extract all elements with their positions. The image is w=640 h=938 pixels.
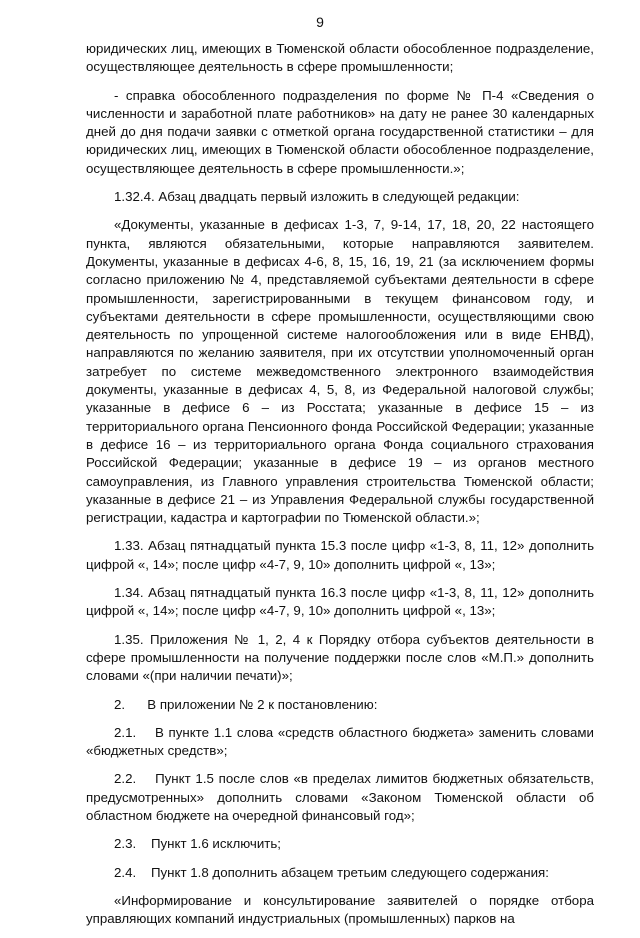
paragraph: 2. В приложении № 2 к постановлению: (114, 696, 378, 712)
document-body (86, 40, 598, 938)
paragraph: «Информирование и консультирование заявителей о порядке отбора управляющих компаний индустриальных (промышленных) парков на (86, 892, 594, 927)
paragraph: 1.34. Абзац пятнадцатый пункта 16.3 после цифр «1-3, 8, 11, 12» дополнить цифрой «, 14»; после цифр «4-7, 9, 10» дополнить цифрой «, 13»; (86, 585, 594, 619)
page-number: 9 (316, 14, 324, 30)
paragraph: 1.32.4. Абзац двадцать первый изложить в следующей редакции: (114, 189, 520, 205)
paragraph: - справка обособленного подразделения по форме № П-4 «Сведения о численности и заработной плате работников» на дату не ранее 30 календарных дней до дня подачи заявки с отметкой органа государственной статистики – для юридических лиц, имеющих в Тюменской области обособленное подразделение, осуществляющее деятельность в сфере промышленности.»; (86, 87, 594, 176)
paragraph: 1.33. Абзац пятнадцатый пункта 15.3 после цифр «1-3, 8, 11, 12» дополнить цифрой «, 14»; после цифр «4-7, 9, 10» дополнить цифрой «, 13»; (86, 538, 594, 572)
paragraph: 2.3. Пункт 1.6 исключить; (114, 836, 281, 852)
paragraph: юридических лиц, имеющих в Тюменской области обособленное подразделение, осуществляющее деятельность в сфере промышленности; (86, 41, 594, 75)
paragraph: «Документы, указанные в дефисах 1-3, 7, 9-14, 17, 18, 20, 22 настоящего пункта, являются обязательными, которые направляются заявителем. Документы, указанные в дефисах 4-6, 8, 15, 16, 19, 21 (за исключением формы согласно приложению № 4, представляемой субъектами деятельности в сфере промышленности, зарегистрированными в текущем финансовом году, и субъектами деятельности в сфере промышленности, осуществляющими свою деятельность по упрощенной системе налогообложения или в виде ЕНВД), направляются по желанию заявителя, при их отсутствии уполномоченный орган затребует по системе межведомственного электронного взаимодействия документы, указанные в дефисах 4, 5, 8, из Федеральной налоговой службы; указанные в дефисе 6 – из Росстата; указанные в дефисе 15 – из территориального органа Пенсионного фонда Российской Федерации; указанные в дефисе 16 – из территориального органа Фонда социального страхования Российской Федерации; указанные в дефисе 19 – из органов местного самоуправления, из Главного управления строительства Тюменской области; указанные в дефисе 21 – из Управления Федеральной службы государственной регистрации, кадастра и картографии по Тюменской области.»; (86, 217, 594, 526)
paragraph: 2.1. В пункте 1.1 слова «средств областного бюджета» заменить словами «бюджетных средств»; (86, 724, 598, 759)
paragraph: 2.4. Пункт 1.8 дополнить абзацем третьим следующего содержания: (114, 864, 549, 880)
paragraph: 1.35. Приложения № 1, 2, 4 к Порядку отбора субъектов деятельности в сфере промышленности на получение поддержки после слов «М.П.» дополнить словами «(при наличии печати)»; (86, 631, 594, 684)
paragraph: 2.2. Пункт 1.5 после слов «в пределах лимитов бюджетных обязательств, предусмотренных» дополнить словами «Законом Тюменской области об областном бюджете на очередной финансовый год»; (86, 771, 598, 823)
